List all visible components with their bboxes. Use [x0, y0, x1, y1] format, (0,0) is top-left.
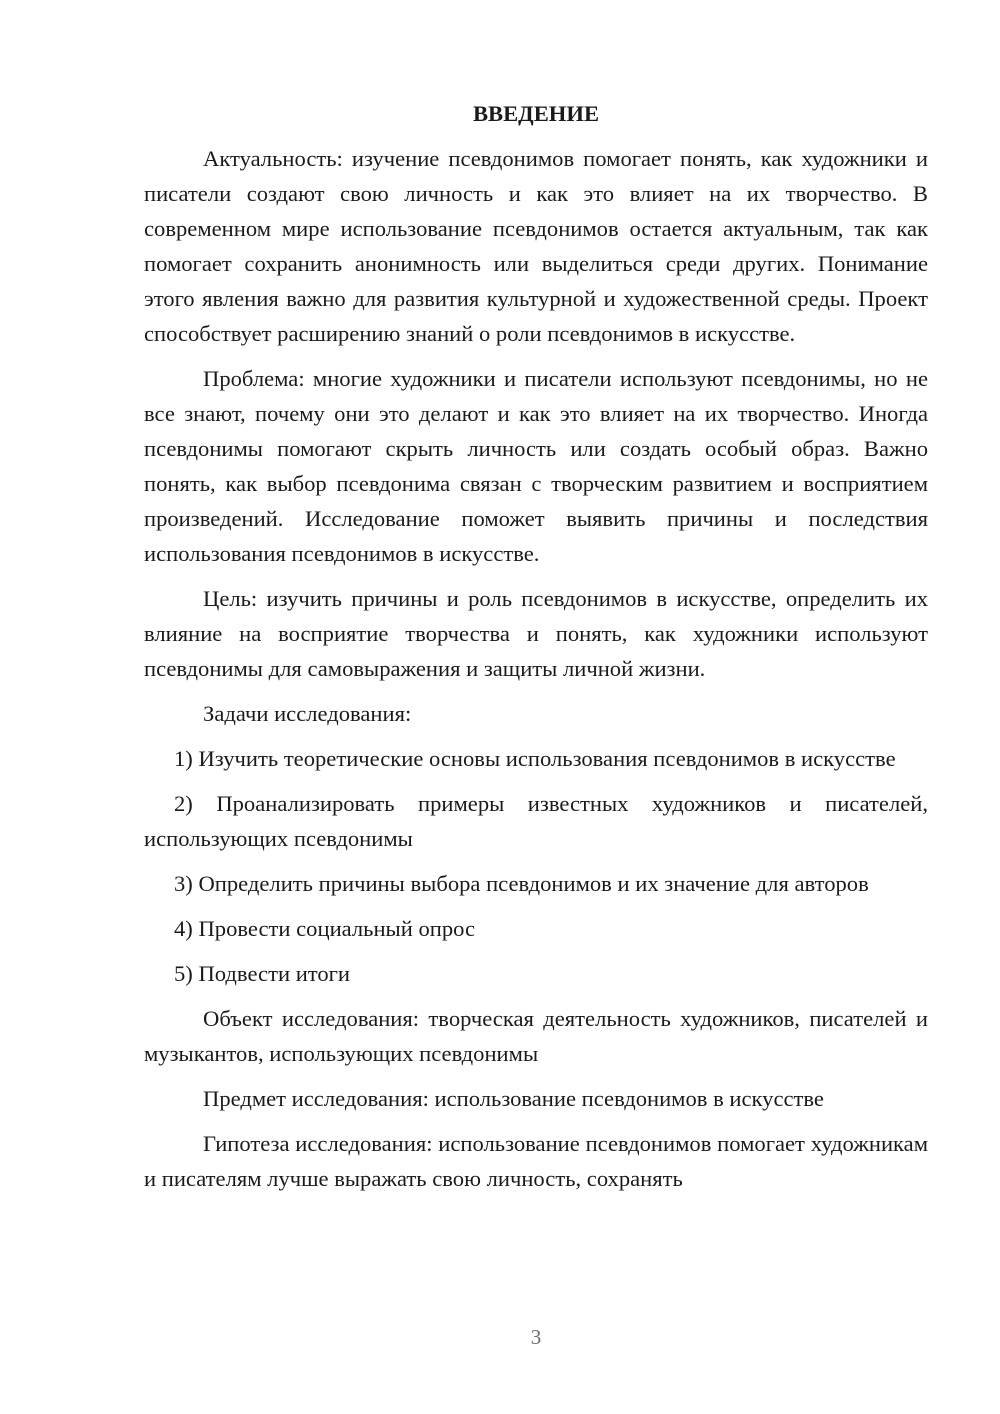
- object-paragraph: Объект исследования: творческая деятельность художников, писателей и музыкантов, использующих псевдонимы: [144, 1006, 928, 1066]
- tasks-list: [144, 741, 928, 991]
- problem-paragraph: Проблема: многие художники и писатели используют псевдонимы, но не все знают, почему они это делают и как это влияет на их творчество. Иногда псевдонимы помогают скрыть личность или создать особый образ. Важно понять, как выбор псевдонима связан с творческим развитием и восприятием произведений. Исследование поможет выявить причины и последствия использования псевдонимов в искусстве.: [144, 366, 928, 566]
- page-number: 3: [530, 1325, 542, 1349]
- task-item: 2) Проанализировать примеры известных художников и писателей, использующих псевдонимы: [144, 791, 928, 851]
- task-item: 5) Подвести итоги: [174, 961, 351, 986]
- document-page: [144, 96, 928, 1196]
- task-item: 4) Провести социальный опрос: [174, 916, 476, 941]
- hypothesis-paragraph: Гипотеза исследования: использование псевдонимов помогает художникам и писателям лучше выражать свою личность, сохранять: [144, 1131, 928, 1191]
- subject-paragraph: Предмет исследования: использование псевдонимов в искусстве: [203, 1086, 824, 1111]
- page-title: ВВЕДЕНИЕ: [472, 101, 600, 126]
- tasks-heading: Задачи исследования:: [203, 701, 412, 726]
- goal-paragraph: Цель: изучить причины и роль псевдонимов в искусстве, определить их влияние на восприятие творчества и понять, как художники используют псевдонимы для самовыражения и защиты личной жизни.: [144, 586, 928, 681]
- task-item: 3) Определить причины выбора псевдонимов и их значение для авторов: [174, 871, 869, 896]
- task-item: 1) Изучить теоретические основы использования псевдонимов в искусстве: [174, 746, 896, 771]
- relevance-paragraph: Актуальность: изучение псевдонимов помогает понять, как художники и писатели создают свою личность и как это влияет на их творчество. В современном мире использование псевдонимов остается актуальным, так как помогает сохранить анонимность или выделиться среди других. Понимание этого явления важно для развития культурной и художественной среды. Проект способствует расширению знаний о роли псевдонимов в искусстве.: [144, 146, 928, 346]
